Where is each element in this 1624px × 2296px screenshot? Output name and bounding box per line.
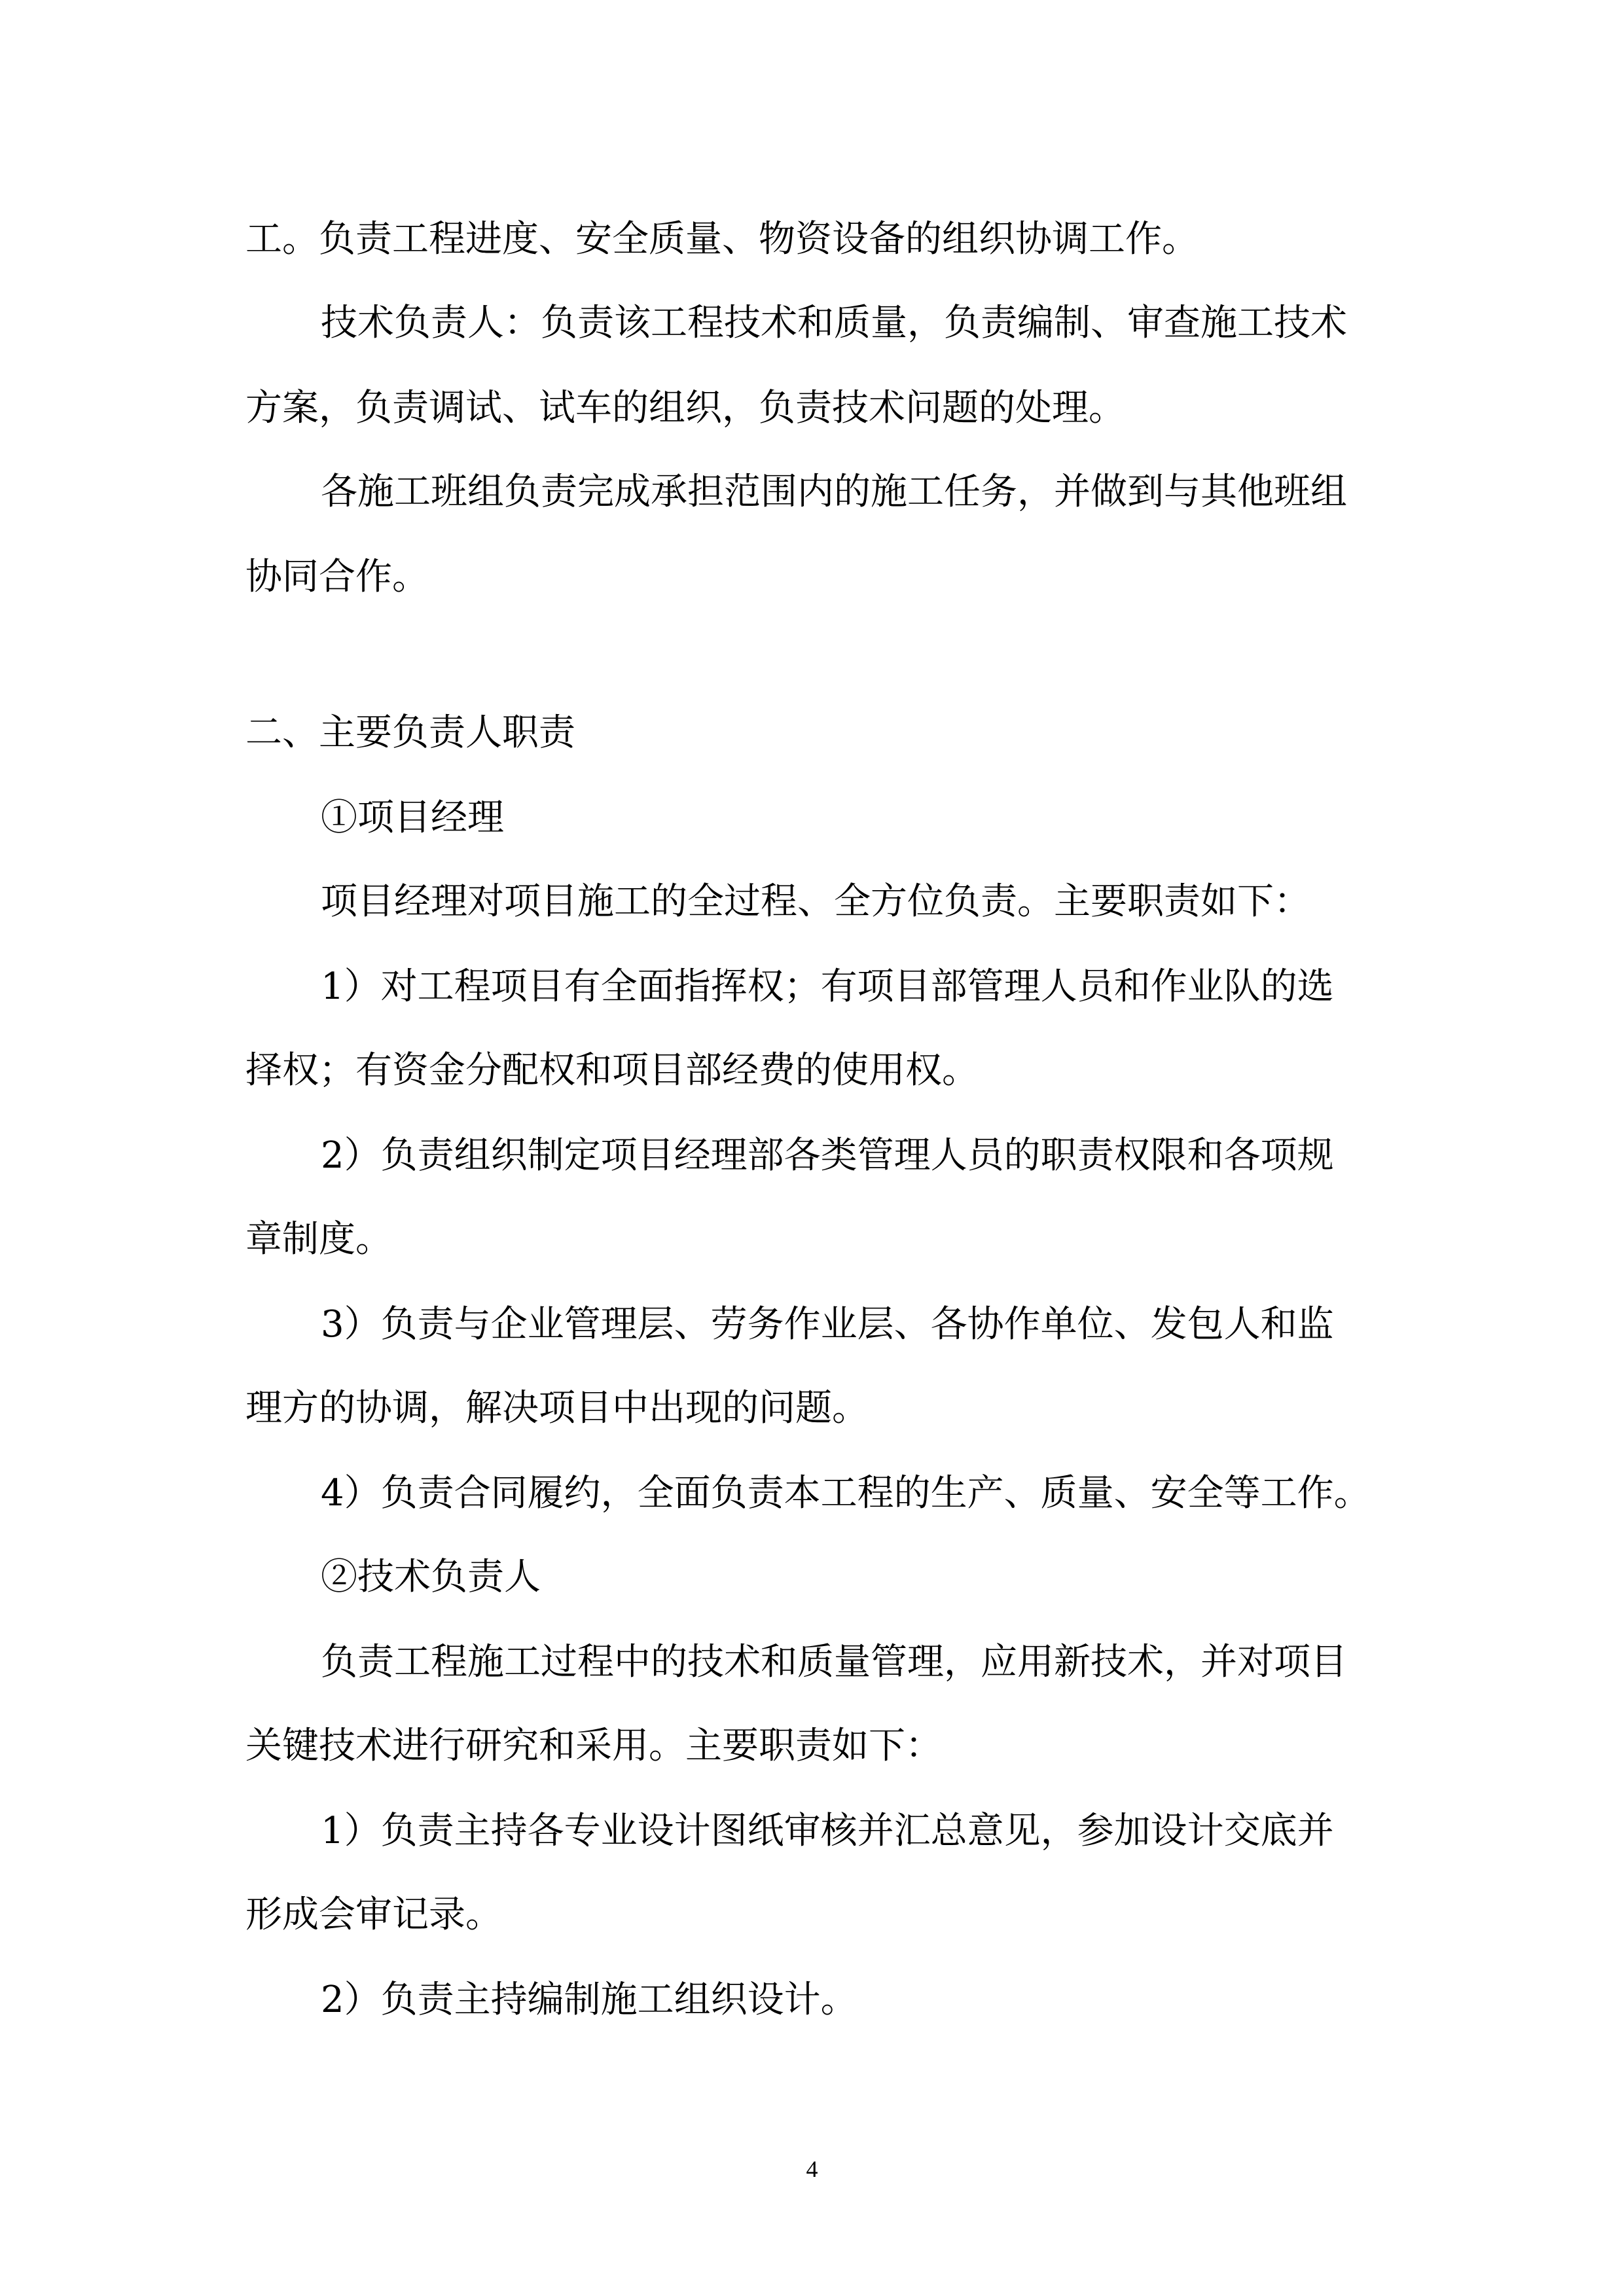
- text-line: 项目经理对项目施工的全过程、全方位负责。主要职责如下：: [321, 880, 1310, 923]
- list-item: 3）负责与企业管理层、劳务作业层、各协作单位、发包人和监: [321, 1303, 1334, 1346]
- page-number: 4: [806, 2156, 818, 2182]
- list-item: 1）对工程项目有全面指挥权；有项目部管理人员和作业队的选: [321, 965, 1334, 1008]
- text-line: 协同合作。: [245, 556, 429, 598]
- text-line: 技术负责人：负责该工程技术和质量，负责编制、审查施工技术: [321, 302, 1347, 344]
- text-line: 关键技术进行研究和采用。主要职责如下：: [245, 1725, 942, 1767]
- list-item: 1）负责主持各专业设计图纸审核并汇总意见，参加设计交底并: [321, 1810, 1334, 1852]
- text-line: 方案，负责调试、试车的组织，负责技术问题的处理。: [245, 387, 1125, 429]
- subsection-heading: ②技术负责人: [321, 1556, 541, 1598]
- text-line: 择权；有资金分配权和项目部经费的使用权。: [245, 1049, 979, 1092]
- list-item: 2）负责主持编制施工组织设计。: [321, 1979, 857, 2021]
- text-line: 负责工程施工过程中的技术和质量管理，应用新技术，并对项目: [321, 1641, 1347, 1683]
- subsection-heading: ①项目经理: [321, 797, 504, 839]
- text-line: 各施工班组负责完成承担范围内的施工任务，并做到与其他班组: [321, 471, 1347, 513]
- list-item: 4）负责合同履约，全面负责本工程的生产、质量、安全等工作。: [321, 1472, 1371, 1515]
- text-line: 形成会审记录。: [245, 1893, 502, 1936]
- text-line: 理方的协调，解决项目中出现的问题。: [245, 1387, 869, 1429]
- list-item: 2）负责组织制定项目经理部各类管理人员的职责权限和各项规: [321, 1134, 1334, 1177]
- text-line: 章制度。: [245, 1218, 392, 1261]
- section-heading: 二、主要负责人职责: [245, 711, 575, 754]
- text-line: 工。负责工程进度、安全质量、物资设备的组织协调工作。: [245, 218, 1199, 260]
